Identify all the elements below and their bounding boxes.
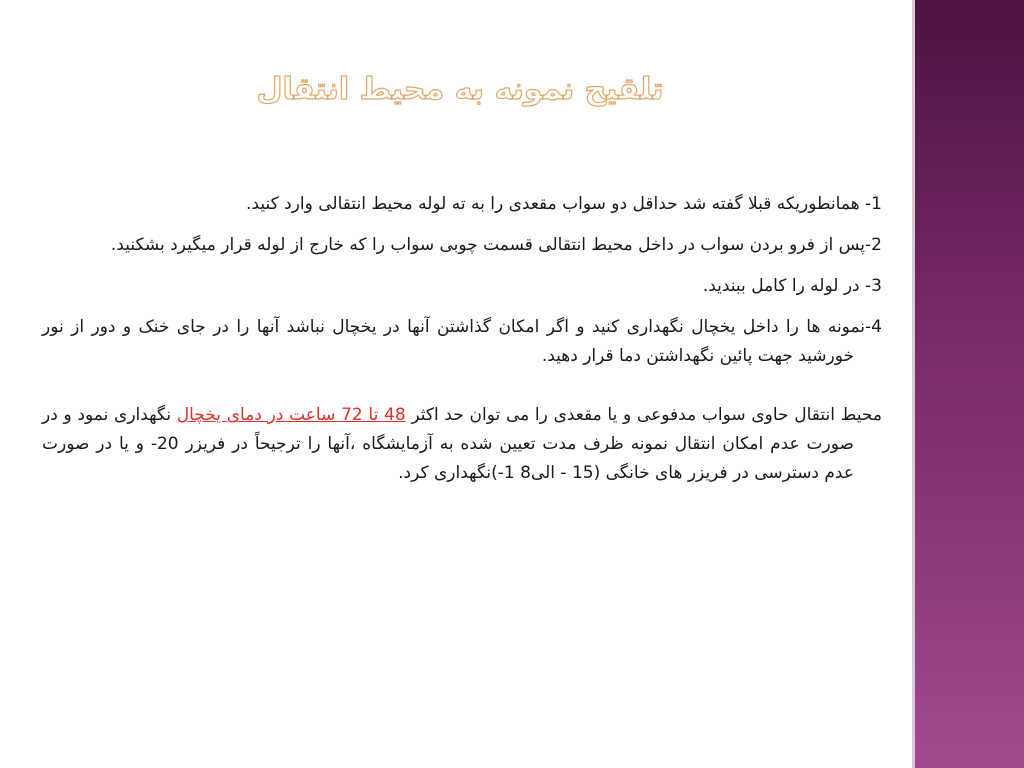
slide-title: تلقیح نمونه به محیط انتقال [256,72,664,107]
storage-note-rest: نگهداری نمود و در صورت عدم امکان انتقال نمونه ظرف مدت تعیین شده به آزمایشگاه ،آنها را ترجیحاً در فریزر 20- و یا در صورت عدم دسترسی در فریزر های خانگی (15 - الی8 1-)نگهداری کرد. [42,405,854,483]
list-item-2: 2-پس از فرو بردن سواب در داخل محیط انتقالی قسمت چوبی سواب را که خارج از لوله قرار میگیرد بشکنید. [110,235,882,255]
list-item-1: 1- همانطوریکه قبلا گفته شد حداقل دو سواب مقعدی را به ته لوله محیط انتقالی وارد کنید. [246,194,882,214]
storage-note-intro: محیط انتقال حاوی سواب مدفوعی و یا مقعدی را می توان حد اکثر [405,405,883,425]
decorative-sidebar [912,0,1024,768]
storage-note-highlight: 48 تا 72 ساعت در دمای یخچال [176,405,406,425]
list-item-3: 3- در لوله را کامل ببندید. [702,276,882,296]
storage-note [42,401,882,488]
slide-content [42,190,882,500]
list-item-4: 4-نمونه ها را داخل یخچال نگهداری کنید و اگر امکان گذاشتن آنها در یخچال نباشد آنها را در جای خنک و دور از نور خورشید جهت پائین نگهداشتن دما قرار دهید. [42,317,882,366]
